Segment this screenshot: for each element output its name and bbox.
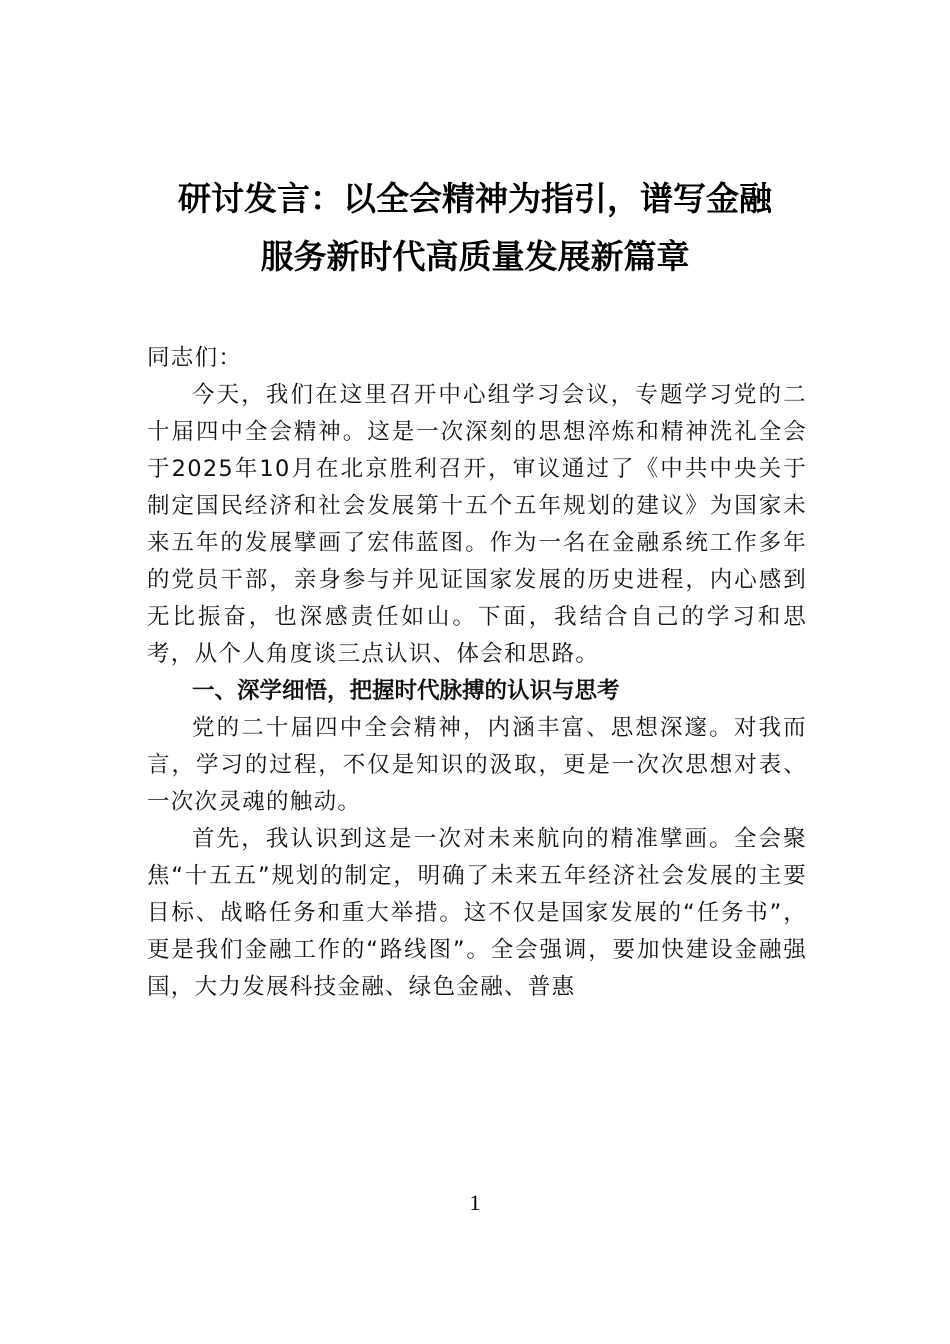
intro-paragraph: 今天，我们在这里召开中心组学习会议，专题学习党的二十届四中全会精神。这是一次深刻的思想淬炼和精神洗礼全会于2025年10月在北京胜利召开，审议通过了《中共中央关于制定国民经济和社会发展第十五个五年规划的建议》为国家未来五年的发展擘画了宏伟蓝图。作为一名在金融系统工作多年的党员干部，亲身参与并见证国家发展的历史进程，内心感到无比振奋，也深感责任如山。下面，我结合自己的学习和思考，从个人角度谈三点认识、体会和思路。	[147, 382, 807, 667]
page-number: 1	[469, 1190, 481, 1215]
document-body	[147, 340, 807, 1006]
title-line-1: 研讨发言：以全会精神为指引，谱写金融	[178, 179, 772, 218]
document-title	[100, 170, 850, 286]
title-line-2: 服务新时代高质量发展新篇章	[260, 237, 690, 276]
salutation: 同志们：	[147, 345, 243, 371]
body-paragraph: 首先，我认识到这是一次对未来航向的精准擘画。全会聚焦“十五五”规划的制定，明确了未来五年经济社会发展的主要目标、战略任务和重大举措。这不仅是国家发展的“任务书”，更是我们金融工作的“路线图”。全会强调，要加快建设金融强国，大力发展科技金融、绿色金融、普惠	[147, 826, 807, 1000]
section-heading: 一、深学细悟，把握时代脉搏的认识与思考	[192, 678, 620, 704]
body-paragraph: 党的二十届四中全会精神，内涵丰富、思想深邃。对我而言，学习的过程，不仅是知识的汲取，更是一次次思想对表、一次次灵魂的触动。	[147, 715, 807, 815]
